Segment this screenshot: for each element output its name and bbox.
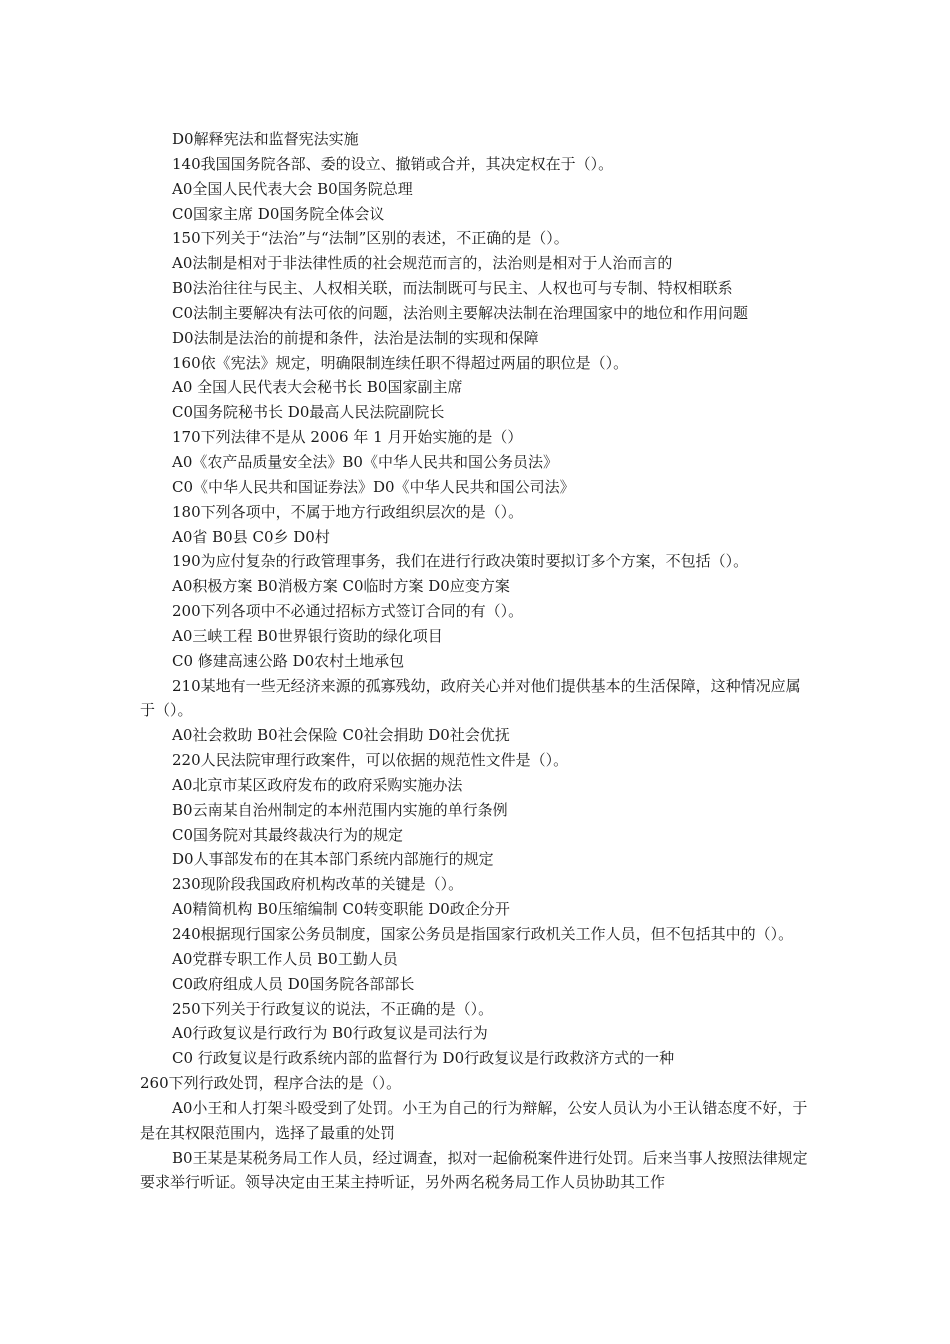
text-line: C0 行政复议是行政系统内部的监督行为 D0行政复议是行政救济方式的一种: [172, 1049, 675, 1068]
text-line: C0政府组成人员 D0国务院各部部长: [172, 974, 415, 993]
text-line: B0法治往往与民主、人权相关联，而法制既可与民主、人权也可与专制、特权相联系: [172, 279, 733, 298]
text-line: A0社会救助 B0社会保险 C0社会捐助 D0社会优抚: [172, 726, 510, 745]
text-line: B0云南某自治州制定的本州范围内实施的单行条例: [172, 800, 508, 819]
text-line: A0精简机构 B0压缩编制 C0转变职能 D0政企分开: [172, 900, 510, 919]
question-25: 250下列关于行政复议的说法，不正确的是（）。: [172, 999, 494, 1018]
text-line: A0全国人民代表大会 B0国务院总理: [172, 179, 413, 198]
question-24: 240根据现行国家公务员制度，国家公务员是指国家行政机关工作人员，但不包括其中的（）。: [172, 925, 794, 943]
option-text: A0小王和人打架斗殴受到了处罚。小王为自己的行为辩解，公安人员认为小王认错态度不好，于是在其权限范围内，选择了最重的处罚: [140, 1098, 808, 1142]
question-21: 210某地有一些无经济来源的孤寡残幼，政府关心并对他们提供基本的生活保障，这种情况应属于（）。: [140, 676, 801, 720]
text-line: A0 全国人民代表大会秘书长 B0国家副主席: [172, 378, 463, 397]
question-14: 140我国国务院各部、委的设立、撤销或合并，其决定权在于（）。: [172, 154, 614, 173]
question-16: 160依《宪法》规定，明确限制连续任职不得超过两届的职位是（）。: [172, 353, 629, 372]
text-line: C0法制主要解决有法可依的问题，法治则主要解决法制在治理国家中的地位和作用问题: [172, 303, 749, 322]
text-line: A0党群专职工作人员 B0工勤人员: [172, 949, 398, 968]
question-22: 220人民法院审理行政案件，可以依据的规范性文件是（）。: [172, 751, 569, 770]
text-line: A0积极方案 B0消极方案 C0临时方案 D0应变方案: [172, 577, 510, 596]
document-body: [140, 127, 815, 1195]
question-18: 180下列各项中，不属于地方行政组织层次的是（）。: [172, 502, 524, 521]
text-line: D0人事部发布的在其本部门系统内部施行的规定: [172, 850, 494, 869]
question-15: 150下列关于“法治”与“法制”区别的表述，不正确的是（）。: [172, 229, 569, 248]
question-17: 170下列法律不是从 2006 年 1 月开始实施的是（）: [172, 428, 523, 447]
text-line: A0三峡工程 B0世界银行资助的绿化项目: [172, 626, 443, 645]
text-line: C0国务院秘书长 D0最高人民法院副院长: [172, 403, 445, 422]
text-line: A0行政复议是行政行为 B0行政复议是司法行为: [172, 1024, 488, 1043]
text-line: C0《中华人民共和国证券法》D0《中华人民共和国公司法》: [172, 477, 575, 496]
text-line: C0国家主席 D0国务院全体会议: [172, 204, 385, 223]
option-text: B0王某是某税务局工作人员，经过调查，拟对一起偷税案件进行处罚。后来当事人按照法律规定要求举行听证。领导决定由王某主持听证，另外两名税务局工作人员协助其工作: [140, 1148, 808, 1192]
text-line: A0法制是相对于非法律性质的社会规范而言的，法治则是相对于人治而言的: [172, 254, 673, 273]
question-23: 230现阶段我国政府机构改革的关键是（）。: [172, 875, 464, 894]
text-line: D0法制是法治的前提和条件，法治是法制的实现和保障: [172, 328, 539, 347]
question-26: 260下列行政处罚，程序合法的是（）。: [140, 1074, 402, 1093]
text-line: C0国务院对其最终裁决行为的规定: [172, 825, 404, 844]
text-line: A0北京市某区政府发布的政府采购实施办法: [172, 775, 463, 794]
question-19: 190为应付复杂的行政管理事务，我们在进行行政决策时要拟订多个方案，不包括（）。: [172, 552, 749, 571]
text-line: A0省 B0县 C0乡 D0村: [172, 527, 330, 546]
text-line: D0解释宪法和监督宪法实施: [172, 130, 359, 148]
text-line: C0 修建高速公路 D0农村土地承包: [172, 651, 405, 670]
question-20: 200下列各项中不必通过招标方式签订合同的有（）。: [172, 602, 524, 621]
text-line: A0《农产品质量安全法》B0《中华人民共和国公务员法》: [172, 452, 558, 471]
